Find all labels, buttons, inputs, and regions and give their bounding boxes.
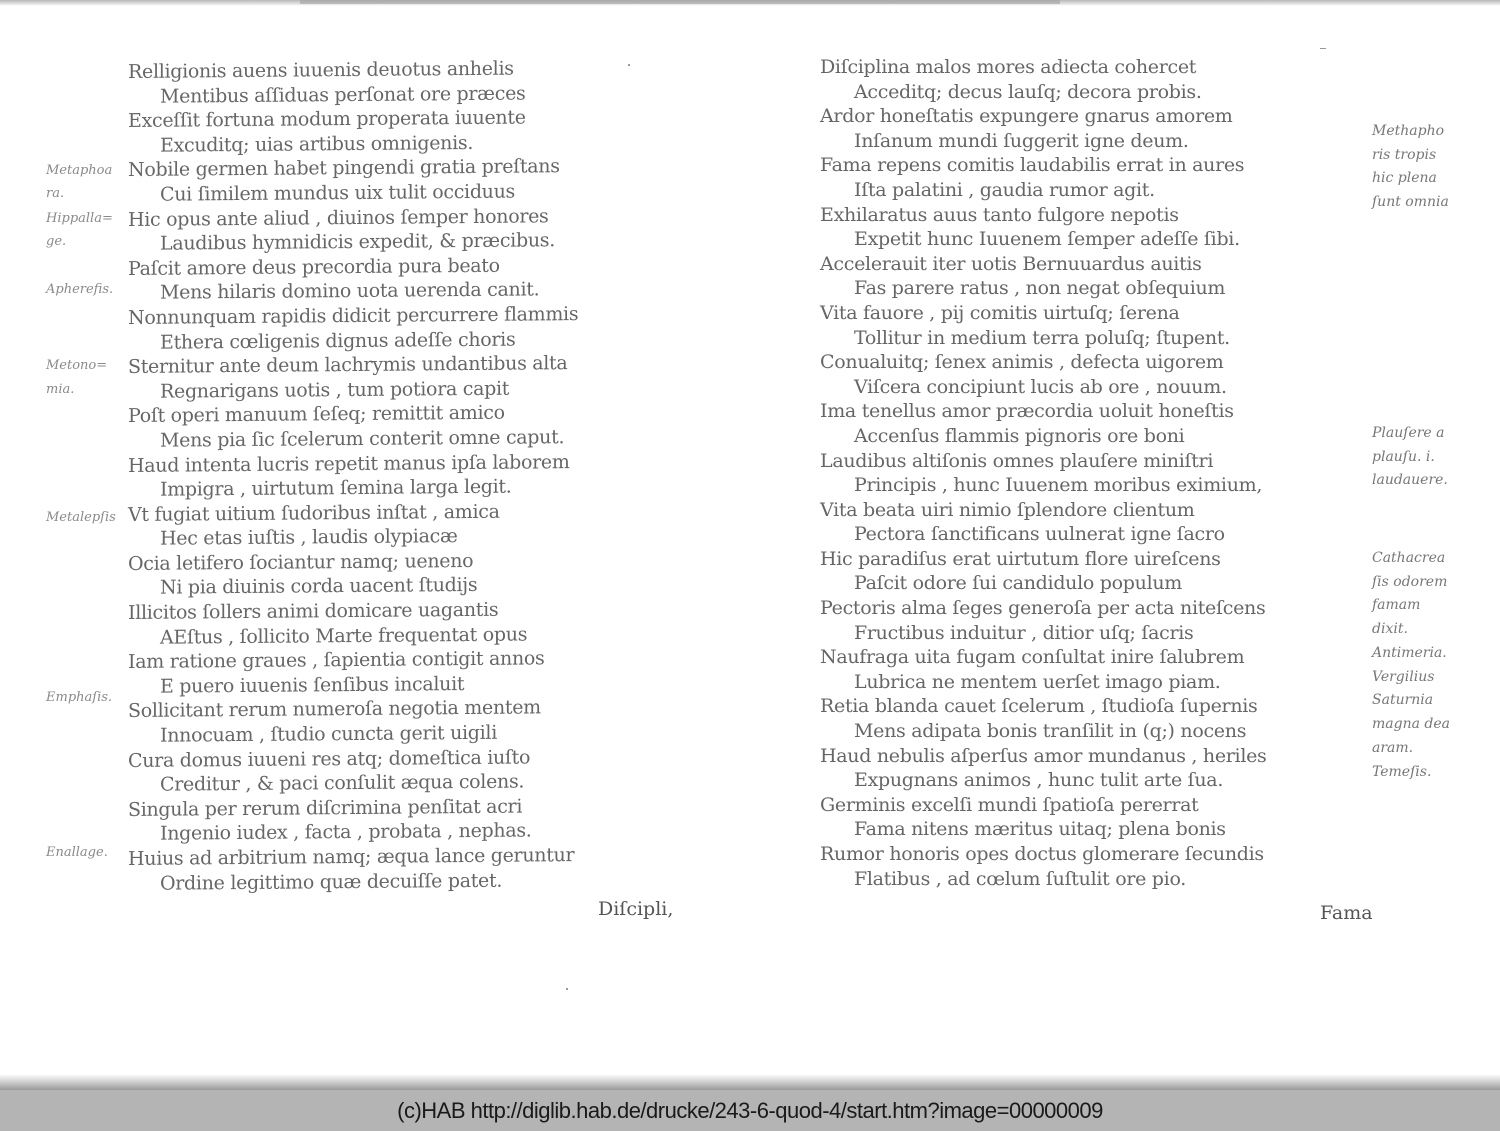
margin-note: Plauſere a [1372, 425, 1445, 441]
verse-line: Diſciplina malos mores adiecta cohercet [820, 56, 1197, 78]
verse-line: Cui ſimilem mundus uix tulit occiduus [160, 180, 516, 206]
verse-line: Haud nebulis aſperſus amor mundanus , heriles [820, 744, 1267, 767]
verse-line: Regnarigans uotis , tum potiora capit [160, 377, 510, 403]
right-page-verses [820, 55, 1267, 891]
verse-line: Cura domus iuueni res atq; domeſtica iuſto [128, 746, 531, 772]
verse-line: Lubrica ne mentem uerſet imago piam. [854, 670, 1221, 693]
verse-line: Mentibus aſſiduas perſonat ore præces [160, 82, 526, 108]
verse-line: Singula per rerum diſcrimina penſitat acri [128, 795, 523, 821]
margin-note: Antimeria. [1372, 645, 1447, 661]
verse-line: Vita beata uiri nimio ſplendore clientum [820, 498, 1195, 521]
margin-note: Emphaſis. [46, 690, 113, 705]
verse-line: Conualuitq; ſenex animis , defecta uigorem [820, 351, 1224, 374]
verse-line: Paſcit odore ſui candidulo populum [854, 572, 1183, 595]
margin-note: ge. [46, 234, 67, 249]
margin-note: ſis odorem [1372, 574, 1448, 590]
verse-line: Hic opus ante aliud , diuinos ſemper honores [128, 204, 549, 231]
verse-line: Impigra , uirtutum ſemina larga legit. [160, 475, 512, 501]
margin-note: hic plena [1372, 170, 1437, 186]
margin-note: aram. [1372, 740, 1414, 756]
verse-line: Ethera cœligenis dignus adeſſe choris [160, 328, 516, 354]
copyright-footer [0, 1090, 1500, 1131]
margin-note: dixit. [1372, 621, 1408, 637]
verse-line: Haud intenta lucris repetit manus ipſa laborem [128, 450, 570, 477]
verse-line: Viſcera concipiunt lucis ab ore , nouum. [854, 375, 1227, 398]
verse-line: Retia blanda cauet ſcelerum , ſtudioſa ſupernis [820, 695, 1258, 718]
verse-line: Germinis excelſi mundi ſpatioſa pererrat [820, 793, 1199, 816]
margin-note: ſunt omnia [1372, 194, 1449, 210]
verse-line: Expugnans animos , hunc tulit arte ſua. [854, 769, 1224, 792]
verse-line: Hec etas iuſtis , laudis olypiacæ [160, 525, 458, 550]
margin-note: Metaphoa [46, 163, 113, 178]
verse-line: Vt fugiat uitium ſudoribus inſtat , amica [128, 500, 500, 526]
left-page [0, 0, 760, 1080]
verse-line: Tollitur in medium terra poluſq; ſtupent. [854, 326, 1230, 349]
verse-line: Iſta palatini , gaudia rumor agit. [854, 178, 1155, 201]
verse-line: Excuditq; uias artibus omnigenis. [160, 131, 474, 157]
verse-line: Sollicitant rerum numeroſa negotia mentem [128, 696, 541, 723]
verse-line: AEſtus , ſollicito Marte frequentat opus [160, 623, 528, 649]
verse-line: Hic paradiſus erat uirtutum flore uireſcens [820, 547, 1221, 570]
scan-speck [1320, 48, 1326, 49]
margin-note: Metalepſis [46, 510, 116, 525]
verse-line: Exhilaratus auus tanto fulgore nepotis [820, 203, 1179, 226]
verse-line: E puero iuuenis ſenſibus incaluit [160, 672, 465, 698]
verse-line: Accelerauit iter uotis Bernuuardus auitis [820, 252, 1202, 275]
margin-note: Methapho [1372, 123, 1445, 139]
margin-note: Metono= [46, 358, 108, 373]
verse-line: Mens adipata bonis tranſilit in (q;) nocens [854, 720, 1247, 743]
verse-line: Naufraga uita fugam conſultat inire ſalubrem [820, 646, 1245, 669]
left-page-catchword: Diſcipli, [598, 898, 674, 920]
verse-line: Creditur , & paci conſulit æqua colens. [160, 770, 525, 796]
verse-line: Mens hilaris domino uota uerenda canit. [160, 278, 540, 305]
verse-line: Nonnunquam rapidis didicit percurrere flammis [128, 302, 579, 329]
margin-note: mia. [46, 382, 75, 397]
margin-note: plauſu. i. [1372, 449, 1435, 465]
verse-line: Mens pia ſic ſcelerum conterit omne caput. [160, 426, 565, 452]
margin-note: Saturnia [1372, 692, 1434, 708]
verse-line: Poſt operi manuum ſeſeq; remittit amico [128, 401, 505, 428]
margin-note: Hippalla= [46, 211, 113, 226]
verse-line: Accenſus flammis pignoris ore boni [854, 424, 1185, 447]
verse-line: Exceſſit fortuna modum properata iuuente [128, 106, 526, 133]
verse-line: Ordine legittimo quæ decuiſſe patet. [160, 869, 503, 895]
scan-speck [566, 988, 568, 990]
verse-line: Vita fauore , pij comitis uirtuſq; ſerena [820, 301, 1180, 324]
verse-line: Ingenio iudex , facta , probata , nephas. [160, 819, 532, 846]
verse-line: Flatibus , ad cœlum ſuſtulit ore pio. [854, 867, 1186, 890]
margin-note: Enallage. [46, 845, 108, 860]
verse-line: Nobile germen habet pingendi gratia preſtans [128, 155, 560, 182]
right-page [760, 0, 1500, 1080]
verse-line: Iam ratione graues , ſapientia contigit annos [128, 647, 545, 674]
footer-url-text: (c)HAB http://diglib.hab.de/drucke/243-6-quod-4/start.htm?image=00000009 [397, 1097, 1103, 1123]
verse-line: Huius ad arbitrium namq; æqua lance geruntur [128, 844, 575, 870]
verse-line: Laudibus altiſonis omnes plauſere miniſtri [820, 449, 1214, 472]
verse-line: Fama nitens mæritus uitaq; plena bonis [854, 818, 1226, 841]
margin-note: Cathacrea [1372, 550, 1446, 566]
verse-line: Acceditq; decus lauſq; decora probis. [854, 80, 1202, 103]
margin-note: ra. [46, 186, 65, 201]
verse-line: Principis , hunc Iuuenem moribus eximium, [854, 474, 1263, 497]
verse-line: Expetit hunc Iuuenem ſemper adeſſe ſibi. [854, 228, 1240, 251]
verse-line: Illicitos ſollers animi domicare uagantis [128, 598, 499, 625]
margin-note: Apherefis. [46, 282, 114, 297]
verse-line: Ima tenellus amor præcordia uoluit honeſtis [820, 400, 1234, 423]
scan-bottom-edge [0, 1074, 1500, 1090]
right-page-catchword: Fama [1320, 902, 1373, 924]
verse-line: Fama repens comitis laudabilis errat in aures [820, 154, 1245, 177]
left-page-verses [128, 58, 578, 894]
verse-line: Pectoris alma ſeges generoſa per acta niteſcens [820, 597, 1266, 620]
verse-line: Innocuam , ſtudio cuncta gerit uigili [160, 721, 497, 747]
verse-line: Inſanum mundi ſuggerit igne deum. [854, 129, 1189, 152]
verse-line: Laudibus hymnidicis expedit, & præcibus. [160, 229, 555, 255]
margin-note: famam [1372, 597, 1421, 613]
margin-note: laudauere. [1372, 472, 1448, 488]
verse-line: Ocia letifero ſociantur namq; ueneno [128, 549, 474, 575]
scan-speck [628, 64, 630, 66]
verse-line: Relligionis auens iuuenis deuotus anhelis [128, 57, 514, 83]
margin-note: ris tropis [1372, 147, 1437, 163]
verse-line: Sternitur ante deum lachrymis undantibus alta [128, 352, 568, 379]
verse-line: Ardor honeſtatis expungere gnarus amorem [820, 105, 1233, 128]
margin-note: magna dea [1372, 716, 1450, 732]
margin-note: Temeſis. [1372, 764, 1432, 780]
verse-line: Paſcit amore deus precordia pura beato [128, 254, 500, 280]
verse-line: Fas parere ratus , non negat obſequium [854, 277, 1226, 300]
verse-line: Rumor honoris opes doctus glomerare ſecundis [820, 843, 1264, 865]
margin-note: Vergilius [1372, 669, 1435, 685]
verse-line: Pectora ſanctificans uulnerat igne ſacro [854, 523, 1225, 546]
verse-line: Fructibus induitur , ditior uſq; ſacris [854, 621, 1194, 644]
verse-line: Ni pia diuinis corda uacent ſtudijs [160, 574, 478, 600]
